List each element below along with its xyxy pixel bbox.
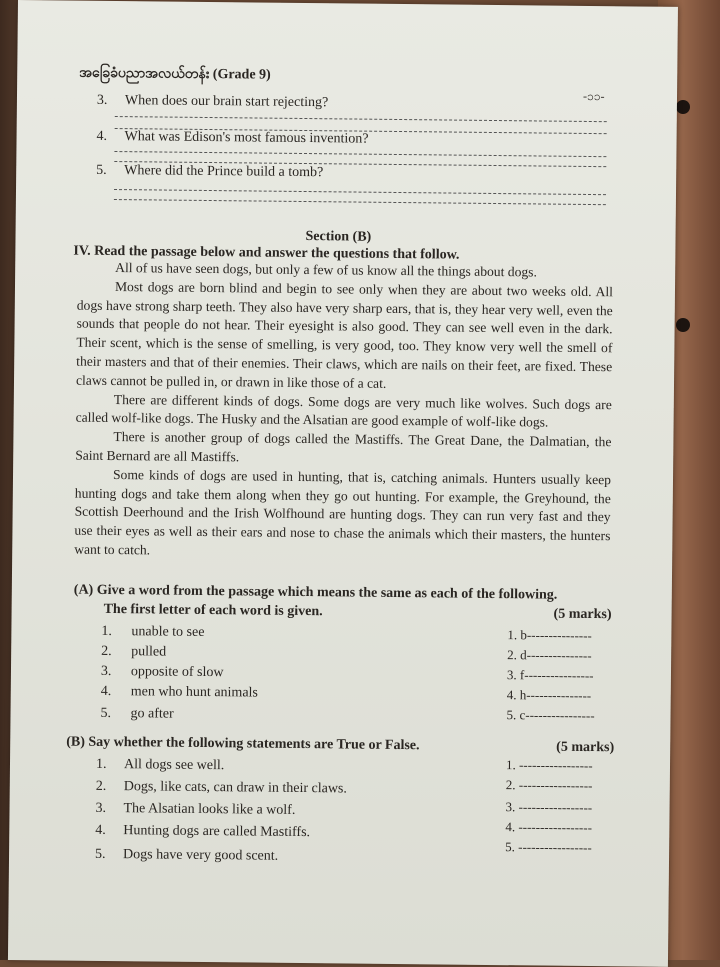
- item-number: 2.: [101, 643, 112, 660]
- item-number: 1.: [101, 623, 112, 640]
- item-text: opposite of slow: [130, 664, 224, 681]
- answer-blank[interactable]: 5. -----------------: [505, 839, 592, 856]
- passage-paragraph: Most dogs are born blind and begin to see only when they are about two weeks old. All dogs have strong sharp teeth. They also have very sharp ears, that is, they hear very well, even the sounds that people do not hear. Their eyesight is also good. They can see well even in the dark. Their scent, which is the sense of smelling, is very good, too. They know very well the smell of their masters and that of their enemies. Their claws, which are nails on their feet, are fixed. These claws cannot be pulled in, or drawn in like those of a cat.: [75, 278, 614, 391]
- passage-paragraph: Some kinds of dogs are used in hunting, that is, catching animals. Hunters usually keep hunting dogs and take them along when they go out hunting. For example, the Greyhound, the Scottish Deerhound and the Irish Wolfhound are hunting dogs. They can run very fast and they use their eyes as well as their ears and nose to chase the animals which their masters, the hunters want to catch.: [74, 466, 612, 558]
- item-number: 3.: [95, 800, 107, 816]
- question-text: What was Edison's most famous invention?: [124, 129, 369, 147]
- answer-blank[interactable]: 3. -----------------: [505, 799, 593, 816]
- passage-paragraph: There is another group of dogs called the Mastiffs. The Great Dane, the Dalmatian, the Saint Bernard are all Mastiffs.: [75, 429, 612, 465]
- question-number: 4.: [96, 128, 108, 144]
- item-text: go after: [130, 706, 174, 722]
- part-a-instruction: [74, 583, 558, 604]
- part-b-marks: (5 marks): [556, 739, 615, 756]
- item-text: Dogs have very good scent.: [122, 847, 279, 864]
- answer-blank[interactable]: 2. -----------------: [505, 777, 593, 794]
- table-hole: [676, 100, 690, 114]
- answer-blank[interactable]: 1. -----------------: [505, 757, 593, 774]
- answer-line: [114, 199, 606, 205]
- item-text: All dogs see well.: [123, 757, 225, 774]
- part-a-subinstruction: The first letter of each word is given.: [103, 601, 323, 620]
- question-text: Where did the Prince build a tomb?: [124, 163, 324, 181]
- answer-blank[interactable]: 4. -----------------: [505, 819, 593, 836]
- part-a-marks: (5 marks): [553, 606, 612, 623]
- part-a-label: (A): [73, 582, 94, 598]
- table-hole: [676, 318, 690, 332]
- answer-blank[interactable]: 2. d---------------: [507, 647, 592, 664]
- item-text: unable to see: [131, 624, 205, 640]
- item-number: 1.: [95, 756, 107, 772]
- answer-line: [115, 116, 607, 122]
- item-number: 5.: [100, 705, 112, 722]
- part-a-text: Give a word from the passage which means the same as each of the following.: [96, 582, 558, 603]
- item-number: 5.: [94, 846, 106, 862]
- item-text: Hunting dogs are called Mastiffs.: [123, 823, 311, 841]
- part-iv-text: Read the passage below and answer the questions that follow.: [94, 243, 460, 263]
- item-number: 3.: [100, 663, 112, 680]
- exam-sheet: [8, 0, 678, 967]
- question-number: 3.: [96, 92, 108, 108]
- page-mark: -၁၁-: [582, 88, 605, 104]
- item-number: 4.: [100, 683, 112, 700]
- answer-blank[interactable]: 1. b---------------: [507, 627, 592, 644]
- item-number: 4.: [95, 822, 106, 838]
- reading-passage: [74, 259, 613, 565]
- item-text: men who hunt animals: [130, 684, 258, 701]
- part-b-label: (B): [66, 734, 85, 750]
- exam-header: အခြေခံပညာအလယ်တန်း (Grade 9): [79, 65, 271, 83]
- part-b-text: Say whether the following statements are True or False.: [88, 734, 420, 754]
- answer-line: [114, 189, 606, 195]
- answer-blank[interactable]: 4. h---------------: [506, 687, 592, 704]
- item-text: Dogs, like cats, can draw in their claws.: [123, 779, 347, 797]
- answer-line: [114, 151, 606, 157]
- passage-paragraph: There are different kinds of dogs. Some dogs are very much like wolves. Such dogs are called wolf-like dogs. The Husky and the Alsatian are good example of wolf-like dogs.: [75, 391, 612, 430]
- item-text: The Alsatian looks like a wolf.: [123, 801, 296, 818]
- answer-blank[interactable]: 5. c----------------: [506, 707, 595, 724]
- answer-blank[interactable]: 3. f----------------: [506, 667, 594, 684]
- part-iv-number: IV.: [73, 243, 91, 259]
- question-text: When does our brain start rejecting?: [124, 93, 329, 111]
- part-b-instruction: [66, 735, 419, 755]
- item-number: 2.: [95, 778, 107, 794]
- question-number: 5.: [96, 162, 107, 178]
- item-text: pulled: [131, 644, 167, 660]
- passage-paragraph: All of us have seen dogs, but only a few of us know all the things about dogs.: [115, 260, 537, 280]
- section-title: Section (B): [305, 229, 372, 245]
